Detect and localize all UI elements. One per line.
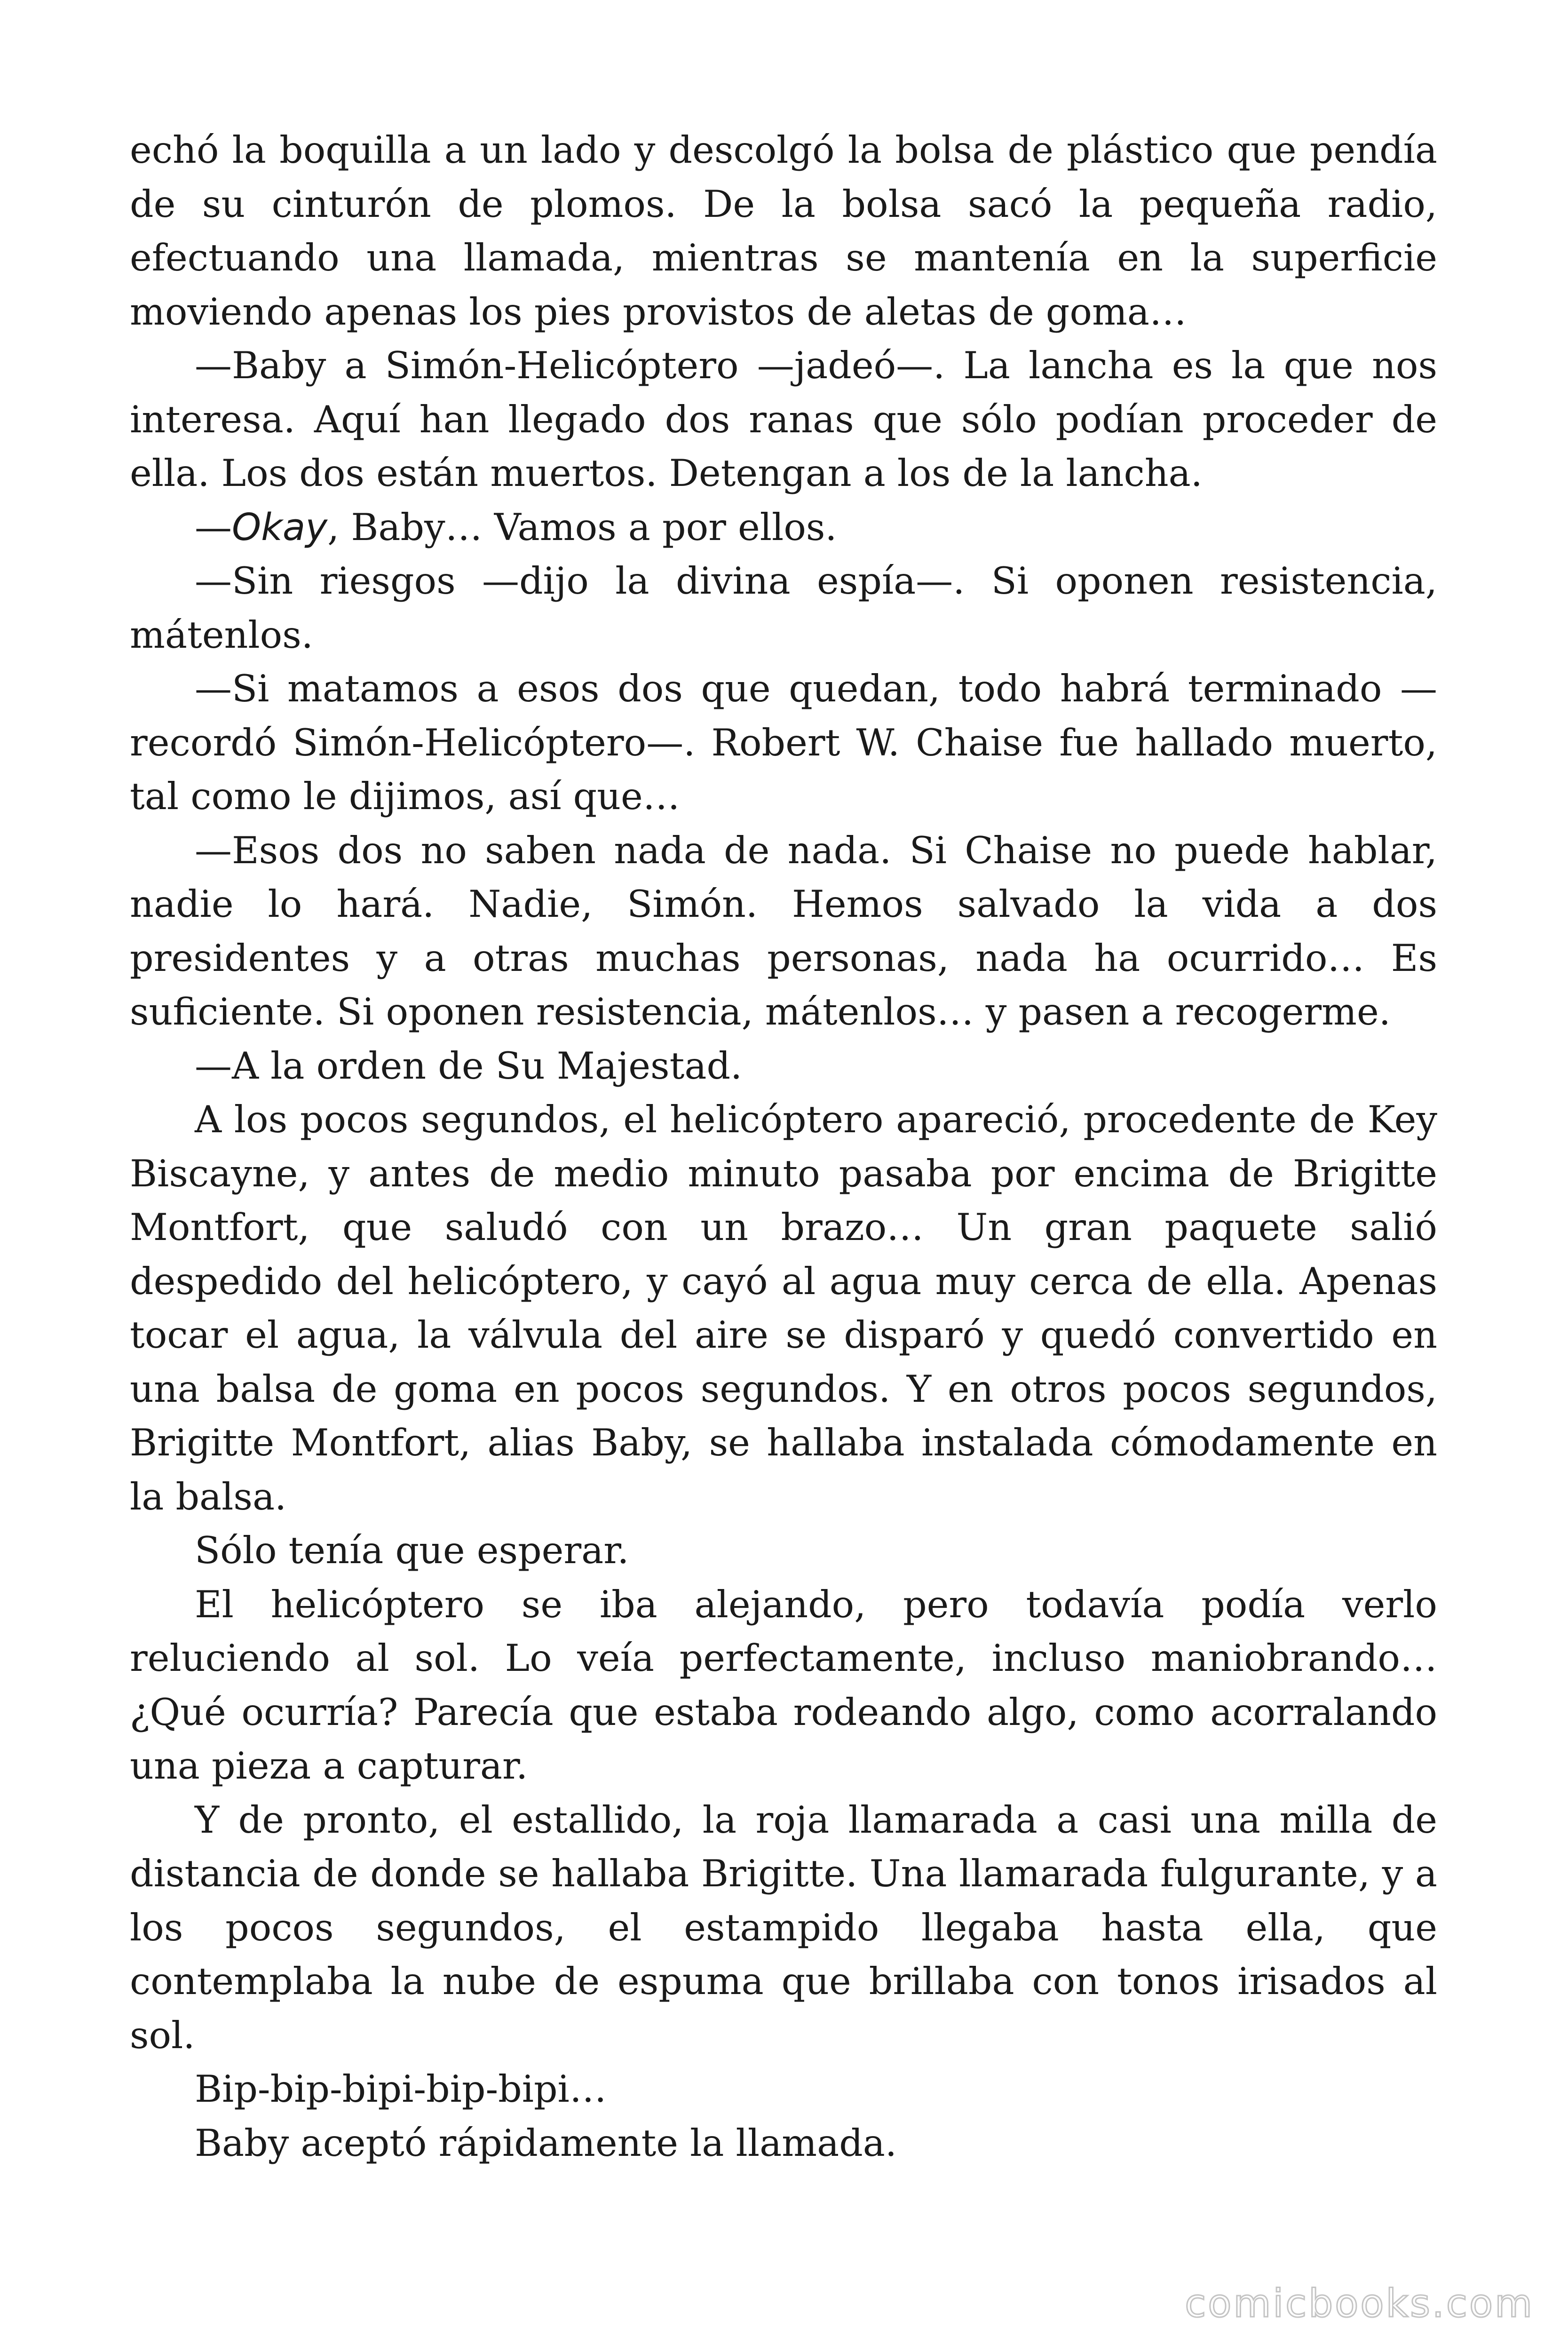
paragraph-3-rest: , Baby… Vamos a por ellos.: [327, 505, 837, 549]
paragraph-3: [130, 501, 1437, 555]
paragraph-8: A los pocos segundos, el helicóptero apareció, procedente de Key Biscayne, y antes de medio minuto pasaba por encima de Brigitte Montfort, que saludó con un brazo… Un gran paquete salió despedido del helicóptero, y cayó al agua muy cerca de ella. Apenas tocar el agua, la válvula del aire se disparó y quedó convertido en una balsa de goma en pocos segundos. Y en otros pocos segundos, Brigitte Montfort, alias Baby, se hallaba instalada cómodamente en la balsa.: [130, 1098, 1437, 1518]
paragraph-4: —Sin riesgos —dijo la divina espía—. Si oponen resistencia, mátenlos.: [130, 559, 1437, 657]
paragraph-10: El helicóptero se iba alejando, pero todavía podía verlo reluciendo al sol. Lo veía perfectamente, incluso maniobrando… ¿Qué ocurría? Parecía que estaba rodeando algo, como acorralando una pieza a capturar.: [130, 1582, 1437, 1788]
paragraph-13: Baby aceptó rápidamente la llamada.: [195, 2121, 897, 2165]
dialogue-dash: —: [195, 505, 232, 549]
paragraph-7: —A la orden de Su Majestad.: [195, 1044, 743, 1088]
paragraph-1: echó la boquilla a un lado y descolgó la bolsa de plástico que pendía de su cinturón de plomos. De la bolsa sacó la pequeña radio, efectuando una llamada, mientras se mantenía en la superficie moviendo apenas los pies provistos de aletas de goma…: [130, 128, 1437, 334]
watermark: comicbooks.com: [1185, 2281, 1534, 2326]
paragraph-12: Bip-bip-bipi-bip-bipi…: [195, 2067, 607, 2111]
paragraph-5: —Si matamos a esos dos que quedan, todo habrá terminado —recordó Simón-Helicóptero—. Robert W. Chaise fue hallado muerto, tal como le dijimos, así que…: [130, 667, 1437, 818]
paragraph-11: Y de pronto, el estallido, la roja llamarada a casi una milla de distancia de donde se hallaba Brigitte. Una llamarada fulgurante, y a los pocos segundos, el estampido llegaba hasta ella, que contemplaba la nube de espuma que brillaba con tonos irisados al sol.: [130, 1798, 1437, 2057]
paragraph-9: Sólo tenía que esperar.: [195, 1529, 629, 1572]
paragraph-6: —Esos dos no saben nada de nada. Si Chaise no puede hablar, nadie lo hará. Nadie, Simón. Hemos salvado la vida a dos presidentes y a otras muchas personas, nada ha ocurrido… Es suficiente. Si oponen resistencia, mátenlos… y pasen a recogerme.: [130, 828, 1437, 1033]
emphasis-okay: Okay: [232, 505, 328, 549]
paragraph-2: —Baby a Simón-Helicóptero —jadeó—. La lancha es la que nos interesa. Aquí han llegado dos ranas que sólo podían proceder de ella. Los dos están muertos. Detengan a los de la lancha.: [130, 344, 1437, 495]
body-text: [130, 123, 1437, 2170]
